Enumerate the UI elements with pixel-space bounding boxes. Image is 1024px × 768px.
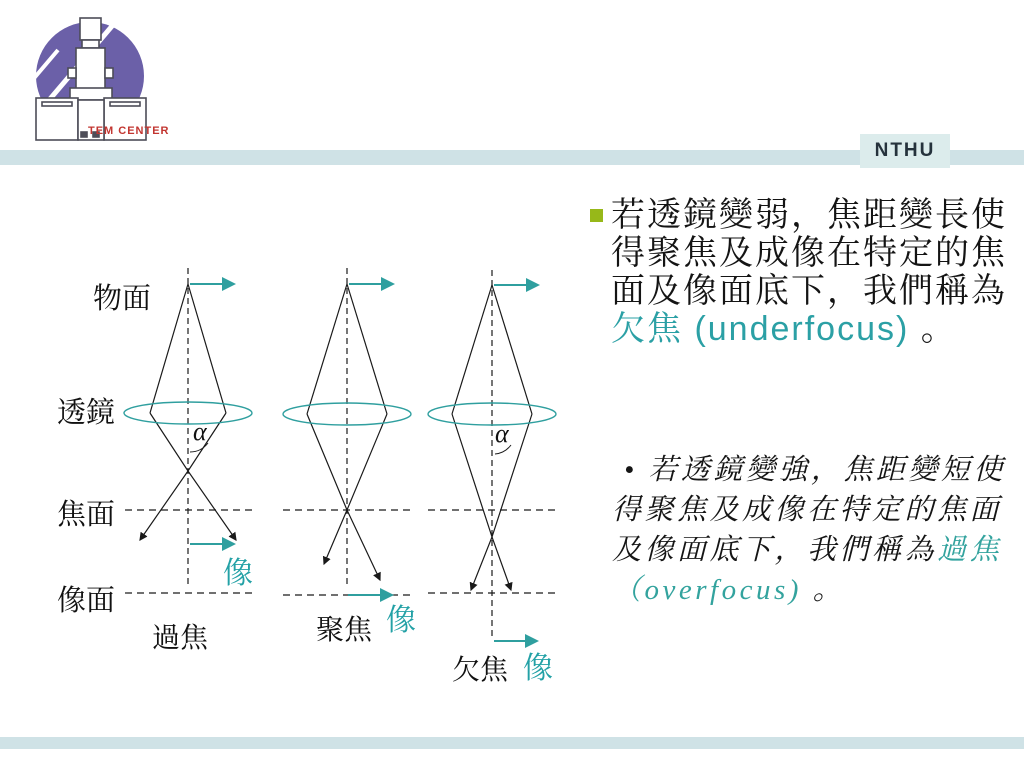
footer-band <box>0 737 1024 749</box>
ray-line <box>492 285 532 414</box>
paragraph-text: 若透鏡變強，焦距變短使得聚焦及成像在特定的焦面及像面底下，我們稱為 <box>612 454 1006 566</box>
object-plane-label: 物面 <box>93 283 152 315</box>
ray-line <box>150 284 188 413</box>
round-bullet: • <box>624 454 649 486</box>
ray-line <box>188 284 226 413</box>
infocus-diagram <box>283 268 413 595</box>
paragraph-period: 。 <box>801 574 846 606</box>
underfocus-term: 欠焦 (underfocus) <box>611 310 910 348</box>
underfocus-paragraph <box>611 196 1011 348</box>
image-label: 像 <box>223 557 253 590</box>
ray-line <box>452 285 492 414</box>
alpha-symbol: α <box>495 419 509 448</box>
tem-microscope-art <box>18 6 188 151</box>
image-label: 像 <box>386 604 416 637</box>
tem-center-logo <box>18 6 188 151</box>
ray-diagrams <box>30 255 580 700</box>
ray-line <box>347 414 387 580</box>
ray-line <box>347 284 387 414</box>
logo-caption: TEM CENTER <box>88 125 170 137</box>
ray-line <box>140 413 188 540</box>
nthu-badge <box>860 134 950 168</box>
overfocus-paragraph <box>612 450 1018 610</box>
overfocus-term: 過焦（overfocus) <box>612 534 1003 606</box>
nthu-label: NTHU <box>874 140 936 161</box>
infocus-caption: 聚焦 <box>316 615 373 646</box>
image-plane-label: 像面 <box>57 585 116 617</box>
alpha-symbol: α <box>193 417 207 446</box>
paragraph-period: 。 <box>909 310 957 348</box>
image-label: 像 <box>523 652 553 685</box>
green-square-bullet <box>590 209 603 222</box>
ray-line <box>452 414 492 590</box>
lens-label: 透鏡 <box>57 397 116 429</box>
ray-line <box>307 284 347 414</box>
ray-line <box>307 414 347 564</box>
underfocus-caption: 欠焦 <box>452 655 509 686</box>
focal-plane-label: 焦面 <box>57 499 116 531</box>
underfocus-diagram <box>428 270 558 641</box>
paragraph-text: 若透鏡變弱，焦距變長使得聚焦及成像在特定的焦面及像面底下，我們稱為 <box>611 196 1007 310</box>
overfocus-caption: 過焦 <box>152 623 209 654</box>
